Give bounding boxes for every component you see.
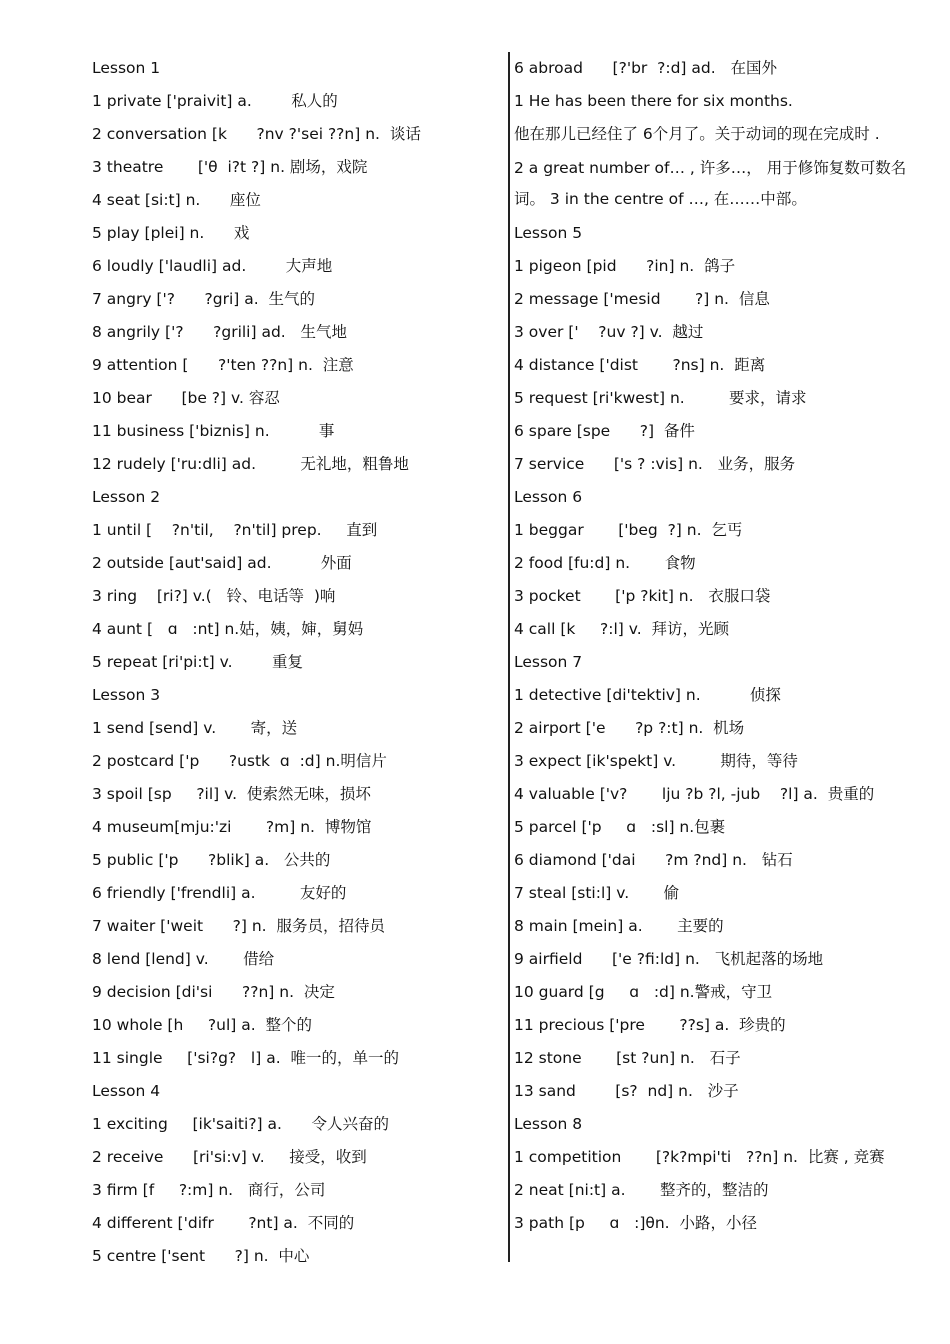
vocab-line: 6 abroad [?'br ?:d] ad. 在国外 bbox=[514, 59, 777, 77]
vocab-line: 6 loudly ['laudli] ad. 大声地 bbox=[92, 257, 333, 275]
lesson-heading: Lesson 1 bbox=[92, 59, 161, 77]
vocab-line: 9 decision [di'si ??n] n. 决定 bbox=[92, 983, 335, 1001]
vocab-line: 10 whole [h ?ul] a. 整个的 bbox=[92, 1016, 313, 1034]
example-sentence: 1 He has been there for six months. bbox=[514, 92, 793, 110]
vocab-line: 4 seat [si:t] n. 座位 bbox=[92, 191, 261, 209]
vocab-line: 3 over [' ?uv ?] v. 越过 bbox=[514, 323, 704, 341]
vocab-line: 2 outside [aut'said] ad. 外面 bbox=[92, 554, 352, 572]
vocab-line: 9 airfield ['e ?fi:ld] n. 飞机起落的场地 bbox=[514, 950, 824, 968]
vocab-line: 3 spoil [sp ?il] v. 使索然无味，损坏 bbox=[92, 785, 371, 803]
right-column bbox=[514, 52, 914, 1240]
example-translation: 他在那儿已经住了 6个月了。关于动词的现在完成时 . bbox=[514, 125, 880, 143]
lesson-heading: Lesson 8 bbox=[514, 1115, 583, 1133]
vocab-line: 1 private ['praivit] a. 私人的 bbox=[92, 92, 338, 110]
lesson-heading: Lesson 2 bbox=[92, 488, 161, 506]
vocab-line: 4 different ['difr ?nt] a. 不同的 bbox=[92, 1214, 355, 1232]
vocab-line: 5 centre ['sent ?] n. 中心 bbox=[92, 1247, 310, 1265]
vocab-line: 11 business ['biznis] n. 事 bbox=[92, 422, 335, 440]
vocab-line: 6 friendly ['frendli] a. 友好的 bbox=[92, 884, 347, 902]
vocab-line: 1 pigeon [pid ?in] n. 鸽子 bbox=[514, 257, 736, 275]
vocab-line: 7 steal [sti:l] v. 偷 bbox=[514, 884, 680, 902]
vocab-line: 3 ring [ri?] v.( 铃、电话等 )响 bbox=[92, 587, 336, 605]
lesson-heading: Lesson 6 bbox=[514, 488, 583, 506]
vocab-line: 4 museum[mju:'zi ?m] n. 博物馆 bbox=[92, 818, 372, 836]
vocab-line: 7 angry ['? ?gri] a. 生气的 bbox=[92, 290, 316, 308]
vocab-line: 1 beggar ['beg ?] n. 乞丐 bbox=[514, 521, 743, 539]
vocab-line: 5 request [ri'kwest] n. 要求，请求 bbox=[514, 389, 807, 407]
vocab-line: 4 aunt [ ɑ :nt] n.姑，姨，婶，舅妈 bbox=[92, 620, 364, 638]
vocab-line: 3 firm [f ?:m] n. 商行，公司 bbox=[92, 1181, 326, 1199]
vocab-line: 11 single ['si?g? l] a. 唯一的，单一的 bbox=[92, 1049, 399, 1067]
vocab-line: 5 play [plei] n. 戏 bbox=[92, 224, 250, 242]
vocab-line: 12 rudely ['ru:dli] ad. 无礼地，粗鲁地 bbox=[92, 455, 409, 473]
vocab-line: 1 exciting [ik'saiti?] a. 令人兴奋的 bbox=[92, 1115, 390, 1133]
vocab-line: 10 guard [g ɑ :d] n.警戒，守卫 bbox=[514, 983, 773, 1001]
vocab-line: 3 expect [ik'spekt] v. 期待，等待 bbox=[514, 752, 798, 770]
vocab-line: 9 attention [ ?'ten ??n] n. 注意 bbox=[92, 356, 354, 374]
vocab-line: 3 path [p ɑ :]θn. 小路，小径 bbox=[514, 1214, 757, 1232]
lesson-heading: Lesson 3 bbox=[92, 686, 161, 704]
vocab-line: 4 distance ['dist ?ns] n. 距离 bbox=[514, 356, 766, 374]
vocab-line: 8 lend [lend] v. 借给 bbox=[92, 950, 275, 968]
vocab-line: 5 parcel ['p ɑ :sl] n.包裹 bbox=[514, 818, 726, 836]
grammar-note: 2 a great number of… , 许多…， 用于修饰复数可数名词。 3 in the centre of …, 在……中部。 bbox=[514, 159, 907, 208]
vocab-line: 2 message ['mesid ?] n. 信息 bbox=[514, 290, 770, 308]
vocab-line: 1 until [ ?n'til, ?n'til] prep. 直到 bbox=[92, 521, 378, 539]
vocab-line: 3 theatre ['θ i?t ?] n. 剧场，戏院 bbox=[92, 158, 368, 176]
vocab-line: 5 public ['p ?blik] a. 公共的 bbox=[92, 851, 331, 869]
vocab-line: 8 angrily ['? ?grili] ad. 生气地 bbox=[92, 323, 348, 341]
vocab-line: 5 repeat [ri'pi:t] v. 重复 bbox=[92, 653, 303, 671]
lesson-heading: Lesson 5 bbox=[514, 224, 583, 242]
left-column bbox=[92, 52, 497, 1273]
vocab-line: 12 stone [st ?un] n. 石子 bbox=[514, 1049, 741, 1067]
vocab-line: 7 service ['s ? :vis] n. 业务，服务 bbox=[514, 455, 796, 473]
vocab-line: 6 diamond ['dai ?m ?nd] n. 钻石 bbox=[514, 851, 793, 869]
vocab-line: 2 food [fu:d] n. 食物 bbox=[514, 554, 696, 572]
vocab-line: 2 postcard ['p ?ustk ɑ :d] n.明信片 bbox=[92, 752, 387, 770]
vocab-line: 7 waiter ['weit ?] n. 服务员，招待员 bbox=[92, 917, 385, 935]
vocab-line: 4 valuable ['v? lju ?b ?l, -jub ?l] a. 贵重的 bbox=[514, 785, 875, 803]
vocab-line: 6 spare [spe ?] 备件 bbox=[514, 422, 695, 440]
vocab-line: 4 call [k ?:l] v. 拜访，光顾 bbox=[514, 620, 729, 638]
lesson-heading: Lesson 7 bbox=[514, 653, 583, 671]
vocab-line: 11 precious ['pre ??s] a. 珍贵的 bbox=[514, 1016, 786, 1034]
vocab-line: 10 bear [be ?] v. 容忍 bbox=[92, 389, 280, 407]
vocab-line: 1 detective [di'tektiv] n. 侦探 bbox=[514, 686, 781, 704]
vocab-line: 2 conversation [k ?nv ?'sei ??n] n. 谈话 bbox=[92, 125, 421, 143]
lesson-heading: Lesson 4 bbox=[92, 1082, 161, 1100]
vocab-line: 3 pocket ['p ?kit] n. 衣服口袋 bbox=[514, 587, 771, 605]
vocab-line: 1 competition [?k?mpi'ti ??n] n. 比赛 , 竞赛 bbox=[514, 1148, 885, 1166]
vocab-line: 1 send [send] v. 寄，送 bbox=[92, 719, 298, 737]
vocab-line: 2 neat [ni:t] a. 整齐的，整洁的 bbox=[514, 1181, 769, 1199]
vocab-line: 13 sand [s? nd] n. 沙子 bbox=[514, 1082, 739, 1100]
vocab-line: 8 main [mein] a. 主要的 bbox=[514, 917, 724, 935]
vocab-line: 2 receive [ri'si:v] v. 接受，收到 bbox=[92, 1148, 367, 1166]
vocab-line: 2 airport ['e ?p ?:t] n. 机场 bbox=[514, 719, 745, 737]
column-divider bbox=[508, 52, 510, 1262]
